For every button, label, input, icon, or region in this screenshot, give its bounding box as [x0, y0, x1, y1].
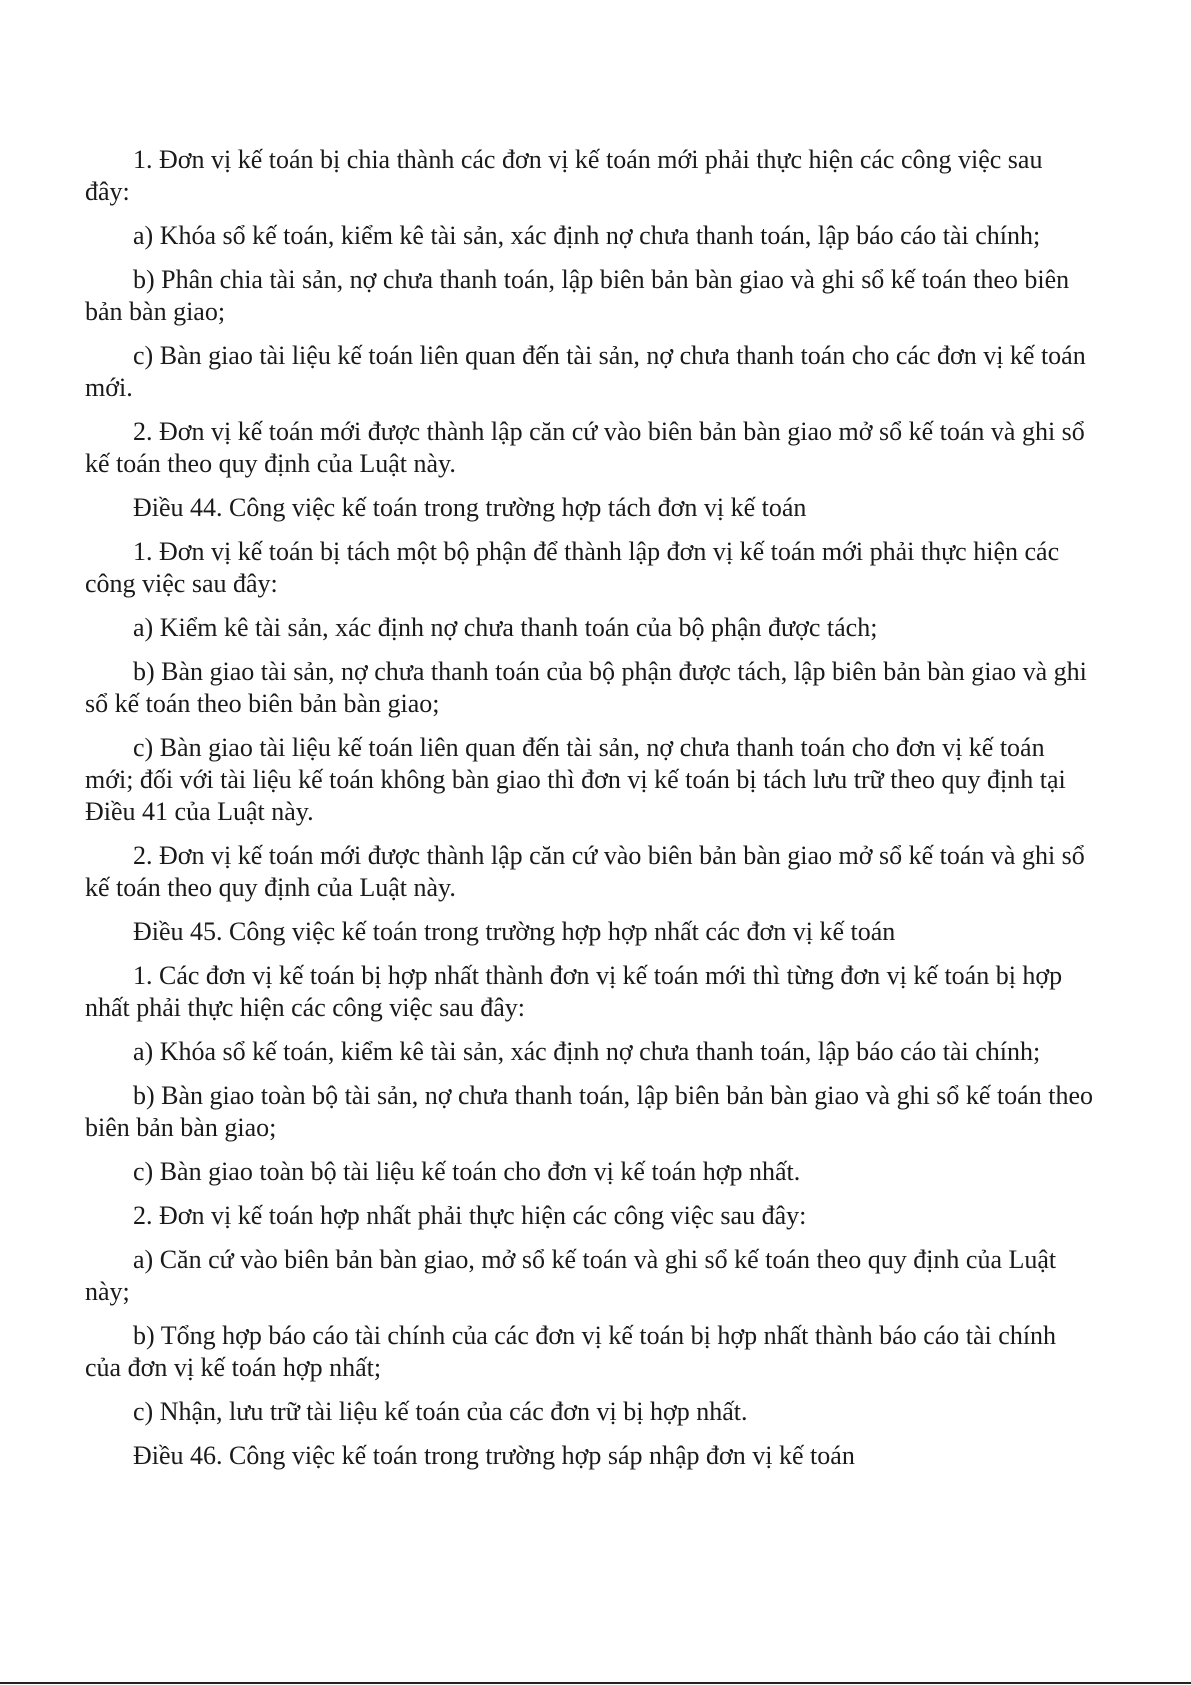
paragraph: 2. Đơn vị kế toán hợp nhất phải thực hiện các công việc sau đây: — [133, 1201, 807, 1230]
paragraph: a) Kiểm kê tài sản, xác định nợ chưa thanh toán của bộ phận được tách; — [133, 613, 878, 642]
paragraph: b) Bàn giao toàn bộ tài sản, nợ chưa thanh toán, lập biên bản bàn giao và ghi sổ kế toán theo biên bản bàn giao; — [85, 1081, 1093, 1142]
bottom-divider — [0, 1682, 1191, 1684]
document-body — [85, 144, 1093, 1484]
paragraph: 2. Đơn vị kế toán mới được thành lập căn cứ vào biên bản bàn giao mở sổ kế toán và ghi sổ kế toán theo quy định của Luật này. — [85, 417, 1085, 478]
paragraph: b) Phân chia tài sản, nợ chưa thanh toán, lập biên bản bàn giao và ghi sổ kế toán theo biên bản bàn giao; — [85, 265, 1070, 326]
article-heading-46: Điều 46. Công việc kế toán trong trường hợp sáp nhập đơn vị kế toán — [133, 1441, 855, 1470]
paragraph: b) Bàn giao tài sản, nợ chưa thanh toán của bộ phận được tách, lập biên bản bàn giao và ghi sổ kế toán theo biên bản bàn giao; — [85, 657, 1087, 718]
paragraph: c) Bàn giao tài liệu kế toán liên quan đến tài sản, nợ chưa thanh toán cho các đơn vị kế toán mới. — [85, 341, 1086, 402]
paragraph: c) Bàn giao toàn bộ tài liệu kế toán cho đơn vị kế toán hợp nhất. — [133, 1157, 801, 1186]
paragraph: a) Khóa sổ kế toán, kiểm kê tài sản, xác định nợ chưa thanh toán, lập báo cáo tài chính; — [133, 1037, 1041, 1066]
paragraph: 1. Đơn vị kế toán bị chia thành các đơn vị kế toán mới phải thực hiện các công việc sau đây: — [85, 145, 1043, 206]
article-heading-45: Điều 45. Công việc kế toán trong trường hợp hợp nhất các đơn vị kế toán — [133, 917, 896, 946]
paragraph: c) Bàn giao tài liệu kế toán liên quan đến tài sản, nợ chưa thanh toán cho đơn vị kế toán mới; đối với tài liệu kế toán không bàn giao thì đơn vị kế toán bị tách lưu trữ theo quy định tại Điều 41 của Luật này. — [85, 733, 1066, 826]
paragraph: c) Nhận, lưu trữ tài liệu kế toán của các đơn vị bị hợp nhất. — [133, 1397, 748, 1426]
paragraph: 1. Các đơn vị kế toán bị hợp nhất thành đơn vị kế toán mới thì từng đơn vị kế toán bị hợp nhất phải thực hiện các công việc sau đây: — [85, 961, 1063, 1022]
paragraph: 1. Đơn vị kế toán bị tách một bộ phận để thành lập đơn vị kế toán mới phải thực hiện các công việc sau đây: — [85, 537, 1060, 598]
paragraph: b) Tổng hợp báo cáo tài chính của các đơn vị kế toán bị hợp nhất thành báo cáo tài chính của đơn vị kế toán hợp nhất; — [85, 1321, 1057, 1382]
paragraph: a) Căn cứ vào biên bản bàn giao, mở sổ kế toán và ghi sổ kế toán theo quy định của Luật này; — [85, 1245, 1057, 1306]
article-heading-44: Điều 44. Công việc kế toán trong trường hợp tách đơn vị kế toán — [133, 493, 807, 522]
paragraph: 2. Đơn vị kế toán mới được thành lập căn cứ vào biên bản bàn giao mở sổ kế toán và ghi sổ kế toán theo quy định của Luật này. — [85, 841, 1085, 902]
paragraph: a) Khóa sổ kế toán, kiểm kê tài sản, xác định nợ chưa thanh toán, lập báo cáo tài chính; — [133, 221, 1041, 250]
